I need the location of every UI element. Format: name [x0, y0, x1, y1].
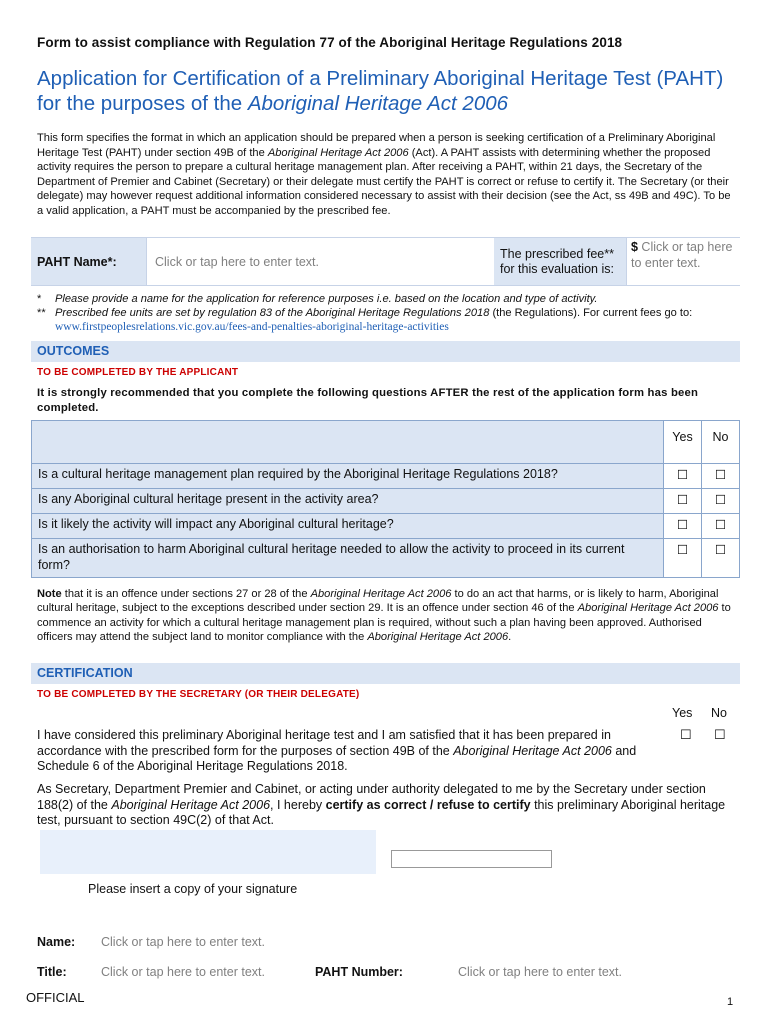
question-text: Is a cultural heritage management plan required by the Aboriginal Heritage Regulations 2018? — [32, 464, 664, 489]
date-input-box[interactable] — [391, 850, 552, 868]
question-2-no-checkbox[interactable]: ☐ — [702, 489, 740, 514]
question-text: Is it likely the activity will impact any Aboriginal cultural heritage? — [32, 514, 664, 539]
outcomes-no-header: No — [702, 421, 740, 464]
footnotes — [37, 292, 737, 334]
question-row — [32, 489, 740, 514]
certification-yes-header: Yes — [672, 706, 693, 720]
outcomes-yes-header: Yes — [664, 421, 702, 464]
name-input[interactable]: Click or tap here to enter text. — [101, 935, 265, 949]
certification-statement: I have considered this preliminary Aboriginal heritage test and I am satisfied that it has been prepared in accordance with the prescribed form for the purposes of section 49B of the Aboriginal Heritage Act 2006 and Schedule 6 of the Aboriginal Heritage Regulations 2018. — [37, 728, 637, 773]
outcomes-recommendation: It is strongly recommended that you complete the following questions AFTER the rest of the application form has been completed. — [37, 387, 699, 414]
footnote-1: * Please provide a name for the application for reference purposes i.e. based on the location and type of activity. — [37, 293, 598, 305]
paht-number-label: PAHT Number: — [315, 965, 403, 979]
paht-name-fee-row — [31, 237, 740, 286]
question-text: Is any Aboriginal cultural heritage present in the activity area? — [32, 489, 664, 514]
prescribed-fee-input[interactable]: $ Click or tap here to enter text. — [626, 238, 740, 285]
question-row — [32, 514, 740, 539]
paht-name-label: PAHT Name*: — [31, 238, 146, 285]
question-4-yes-checkbox[interactable]: ☐ — [664, 539, 702, 578]
name-label: Name: — [37, 935, 76, 949]
page-title: Application for Certification of a Preliminary Aboriginal Heritage Test (PAHT) for the purposes of the Aboriginal Heritage Act 2006 — [37, 67, 724, 115]
outcomes-heading: OUTCOMES — [31, 341, 740, 362]
delegation-statement: As Secretary, Department Premier and Cabinet, or acting under authority delegated to me by the Secretary under section 188(2) of the Aboriginal Heritage Act 2006, I hereby certify as correct / refuse to certify this preliminary Aboriginal heritage test, pursuant to section 49C(2) of that Act. — [37, 782, 726, 827]
prescribed-fee-label: The prescribed fee** for this evaluation is: — [494, 238, 626, 285]
intro-paragraph: This form specifies the format in which an application should be prepared when a person is seeking certification of a Preliminary Aboriginal Heritage Test (PAHT) under section 49B of the Aboriginal Heritage Act 2006 (Act). A PAHT assists with determining whether the proposed activity requires the person to prepare a cultural heritage management plan. After receiving a PAHT, within 21 days, the Secretary of the Department of Premier and Cabinet (Secretary) or their delegate must certify the PAHT is correct or refuse to certify it. The Secretary (or their delegate) may however request additional information considered necessary to assist with their decision (see the Act, ss 49B and 49C). To be a valid application, a PAHT must be accompanied by the prescribed fee. — [37, 132, 731, 217]
certification-yes-checkbox[interactable]: ☐ — [680, 727, 692, 742]
form-subtitle: Form to assist compliance with Regulation 77 of the Aboriginal Heritage Regulations 2018 — [37, 35, 623, 50]
offence-note: Note that it is an offence under sections 27 or 28 of the Aboriginal Heritage Act 2006 to do an act that harms, or is likely to harm, Aboriginal cultural heritage, subject to the exceptions described under section 29. It is an offence under section 46 of the Aboriginal Heritage Act 2006 to commence an activity for which a cultural heritage management plan is required, without such a plan having been approved. Authorised officers may attend the subject land to monitor compliance with the Aboriginal Heritage Act 2006. — [37, 588, 731, 644]
outcomes-subheading: TO BE COMPLETED BY THE APPLICANT — [37, 367, 239, 378]
question-3-no-checkbox[interactable]: ☐ — [702, 514, 740, 539]
title-input[interactable]: Click or tap here to enter text. — [101, 965, 265, 979]
signature-image-box[interactable] — [40, 830, 376, 874]
question-text: Is an authorisation to harm Aboriginal cultural heritage needed to allow the activity to proceed in its current form? — [32, 539, 664, 578]
certification-no-header: No — [711, 706, 727, 720]
question-row — [32, 464, 740, 489]
certification-subheading: TO BE COMPLETED BY THE SECRETARY (OR THEIR DELEGATE) — [37, 689, 360, 700]
footnote-2: ** Prescribed fee units are set by regulation 83 of the Aboriginal Heritage Regulations 2018 (the Regulations). For current fees go to: www.firstpeoplesrelations.vic.gov.au/fees-and-penalties-aboriginal-heritage-activities — [37, 307, 693, 333]
question-4-no-checkbox[interactable]: ☐ — [702, 539, 740, 578]
outcomes-table-header-blank — [32, 421, 664, 464]
question-2-yes-checkbox[interactable]: ☐ — [664, 489, 702, 514]
question-1-no-checkbox[interactable]: ☐ — [702, 464, 740, 489]
outcomes-table — [31, 420, 740, 578]
signature-caption: Please insert a copy of your signature — [88, 882, 298, 896]
classification-label: OFFICIAL — [26, 990, 85, 1005]
fees-link[interactable]: www.firstpeoplesrelations.vic.gov.au/fees-and-penalties-aboriginal-heritage-activities — [55, 321, 449, 333]
question-1-yes-checkbox[interactable]: ☐ — [664, 464, 702, 489]
title-label: Title: — [37, 965, 67, 979]
question-3-yes-checkbox[interactable]: ☐ — [664, 514, 702, 539]
paht-number-input[interactable]: Click or tap here to enter text. — [458, 965, 622, 979]
page-number: 1 — [727, 996, 734, 1008]
question-row — [32, 539, 740, 578]
certification-no-checkbox[interactable]: ☐ — [714, 727, 726, 742]
paht-name-input[interactable]: Click or tap here to enter text. — [146, 238, 494, 285]
certification-heading: CERTIFICATION — [31, 663, 740, 684]
